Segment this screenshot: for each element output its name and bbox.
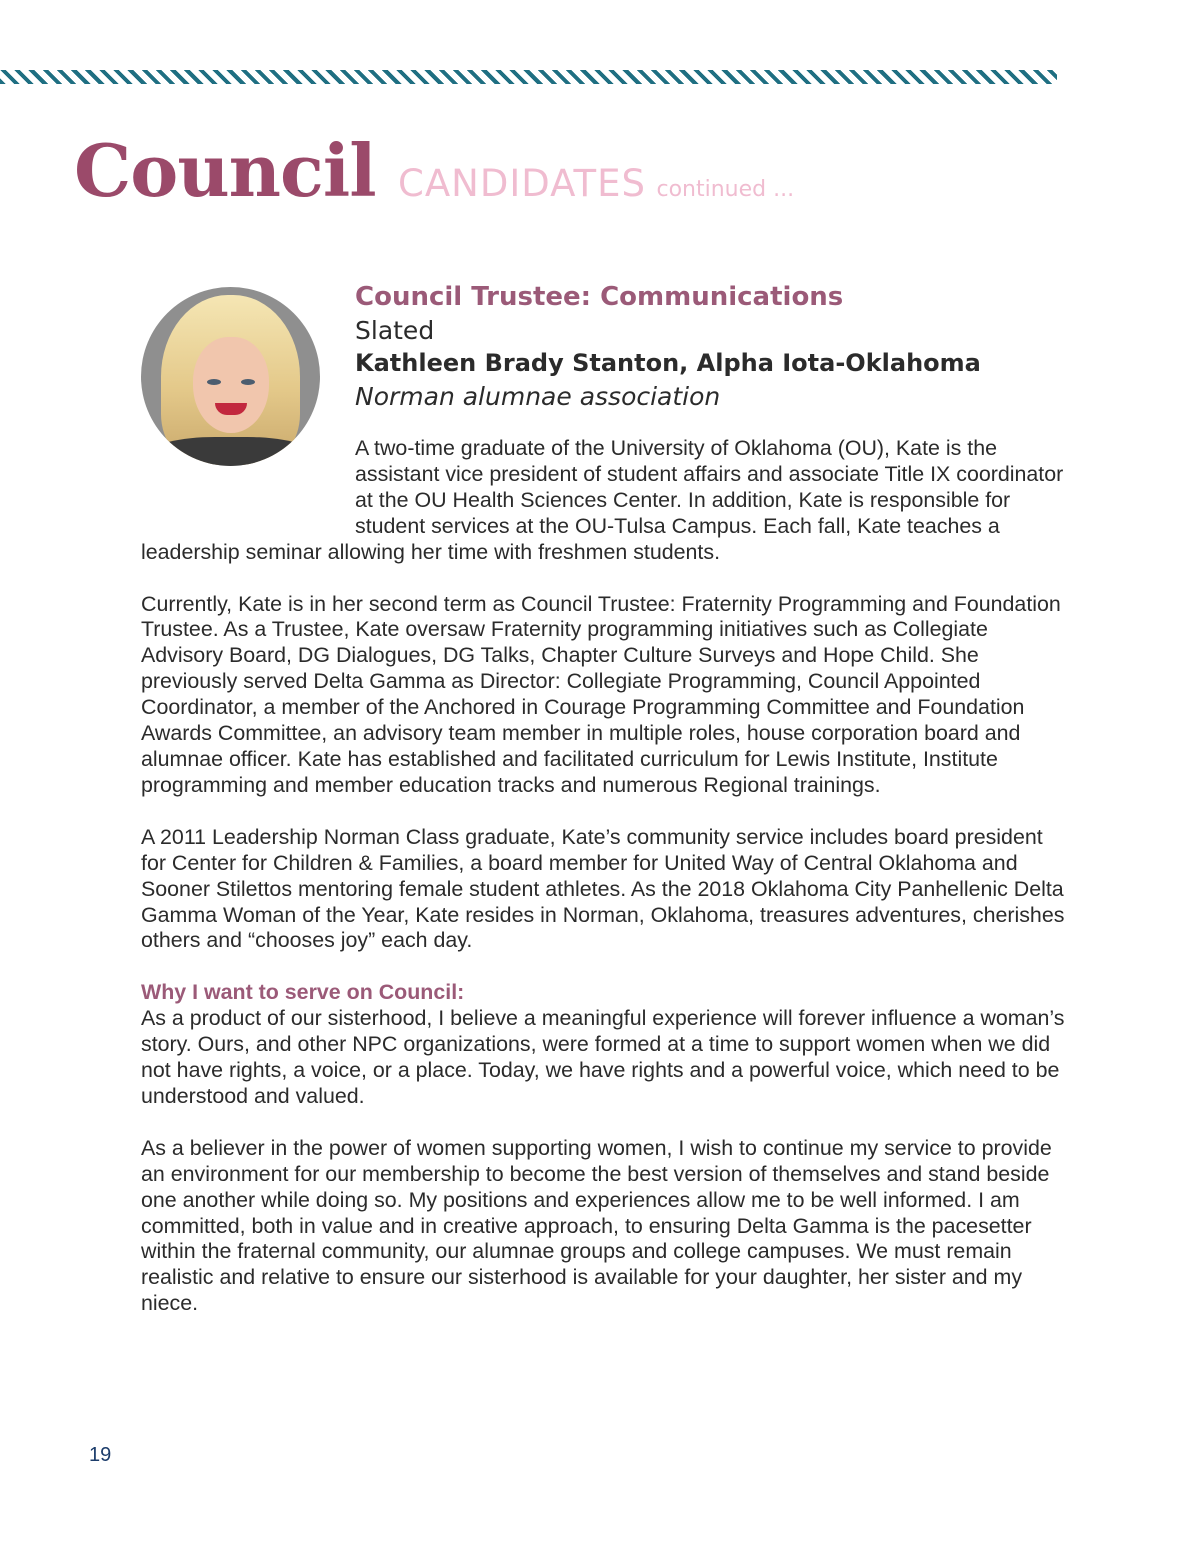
- candidate-status: Slated: [355, 316, 435, 345]
- heading-candidates: CANDIDATES: [398, 162, 647, 205]
- bio-paragraph-1: A two-time graduate of the University of Oklahoma (OU), Kate is the assistant vice president of student affairs and associate Title IX coordinator at the OU Health Sciences Center. In addition, Kate is responsible for student services at the OU-Tulsa Campus. Each fall, Kate teaches a leadership seminar allowing her time with freshmen students.: [141, 436, 1064, 564]
- heading-council: Council: [74, 128, 376, 213]
- heading-continued: continued ...: [656, 177, 795, 202]
- why-section: [141, 980, 1071, 1110]
- candidate-role: Council Trustee: Communications: [355, 282, 844, 312]
- decorative-stripe-border: [0, 70, 1057, 84]
- bio-paragraph-3: A 2011 Leadership Norman Class graduate, Kate’s community service includes board president for Center for Children & Families, a board member for United Way of Central Oklahoma and Sooner Stilettos mentoring female student athletes. As the 2018 Oklahoma City Panhellenic Delta Gamma Woman of the Year, Kate resides in Norman, Oklahoma, treasures adventures, cherishes others and “chooses joy” each day.: [141, 824, 1065, 953]
- candidate-bio: [141, 436, 1071, 1343]
- candidate-association: Norman alumnae association: [355, 382, 721, 411]
- page-heading: [74, 128, 794, 213]
- candidate-name: Kathleen Brady Stanton, Alpha Iota-Oklahoma: [355, 349, 981, 377]
- bio-paragraph-2: Currently, Kate is in her second term as Council Trustee: Fraternity Programming and Foundation Trustee. As a Trustee, Kate oversaw Fraternity programming initiatives such as Collegiate Advisory Board, DG Dialogues, DG Talks, Chapter Culture Surveys and Hope Child. She previously served Delta Gamma as Director: Collegiate Programming, Council Appointed Coordinator, a member of the Anchored in Courage Programming Committee and Foundation Awards Committee, an advisory team member in multiple roles, house corporation board and alumnae officer. Kate has established and facilitated curriculum for Lewis Institute, Institute programming and member education tracks and numerous Regional trainings.: [141, 591, 1061, 797]
- page-number: 19: [89, 1444, 112, 1466]
- candidate-info: [355, 280, 1075, 413]
- why-heading: Why I want to serve on Council:: [141, 980, 465, 1005]
- why-paragraph-1: As a product of our sisterhood, I believe a meaningful experience will forever influence a woman’s story. Ours, and other NPC organizations, were formed at a time to support women when we did not have rights, a voice, or a place. Today, we have rights and a powerful voice, which need to be understood and valued.: [141, 1006, 1065, 1108]
- why-paragraph-2: As a believer in the power of women supporting women, I wish to continue my service to provide an environment for our membership to become the best version of themselves and stand beside one another while doing so. My positions and experiences allow me to be well informed. I am committed, both in value and in creative approach, to ensuring Delta Gamma is the pacesetter within the fraternal community, our alumnae groups and college campuses. We must remain realistic and relative to ensure our sisterhood is available for your daughter, her sister and my niece.: [141, 1135, 1052, 1316]
